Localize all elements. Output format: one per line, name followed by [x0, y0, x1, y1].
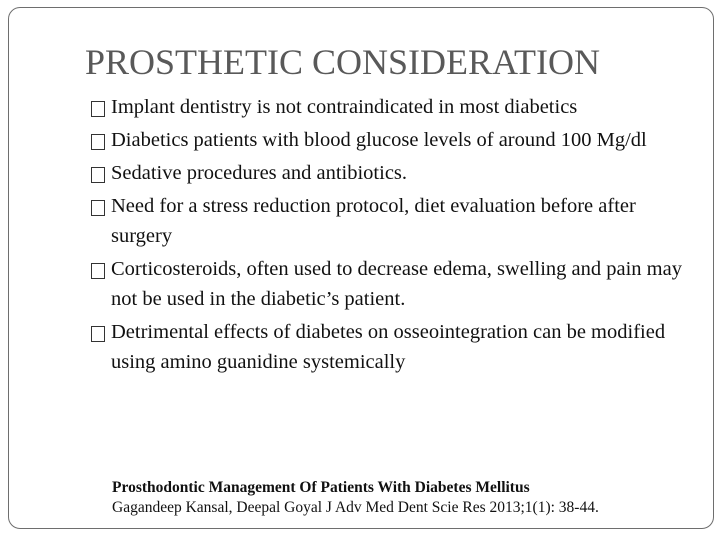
bullet-text: Diabetics patients with blood glucose levels of around 100 Mg/dl [111, 129, 647, 151]
bullet-item [91, 158, 691, 188]
reference-title: Prosthodontic Management Of Patients With Diabetes Mellitus [112, 479, 530, 496]
bullet-text: Sedative procedures and antibiotics. [111, 162, 408, 184]
reference-citation: Gagandeep Kansal, Deepal Goyal J Adv Med Dent Scie Res 2013;1(1): 38-44. [112, 499, 599, 516]
square-bullet-icon [91, 101, 105, 117]
bullet-list [91, 92, 691, 380]
square-bullet-icon [91, 326, 105, 342]
bullet-text: Detrimental effects of diabetes on osseointegration can be modified using amino guanidine systemically [111, 321, 666, 373]
reference-block [112, 478, 672, 518]
bullet-item [91, 317, 691, 377]
bullet-item [91, 191, 691, 251]
bullet-item [91, 254, 691, 314]
square-bullet-icon [91, 200, 105, 216]
slide-frame [8, 7, 714, 529]
bullet-item [91, 92, 691, 122]
bullet-text: Implant dentistry is not contraindicated in most diabetics [111, 96, 578, 118]
square-bullet-icon [91, 134, 105, 150]
slide-title: PROSTHETIC CONSIDERATION [85, 42, 601, 82]
bullet-text: Need for a stress reduction protocol, diet evaluation before after surgery [111, 195, 636, 247]
square-bullet-icon [91, 167, 105, 183]
bullet-item [91, 125, 691, 155]
bullet-text: Corticosteroids, often used to decrease edema, swelling and pain may not be used in the diabetic’s patient. [111, 258, 682, 310]
square-bullet-icon [91, 263, 105, 279]
